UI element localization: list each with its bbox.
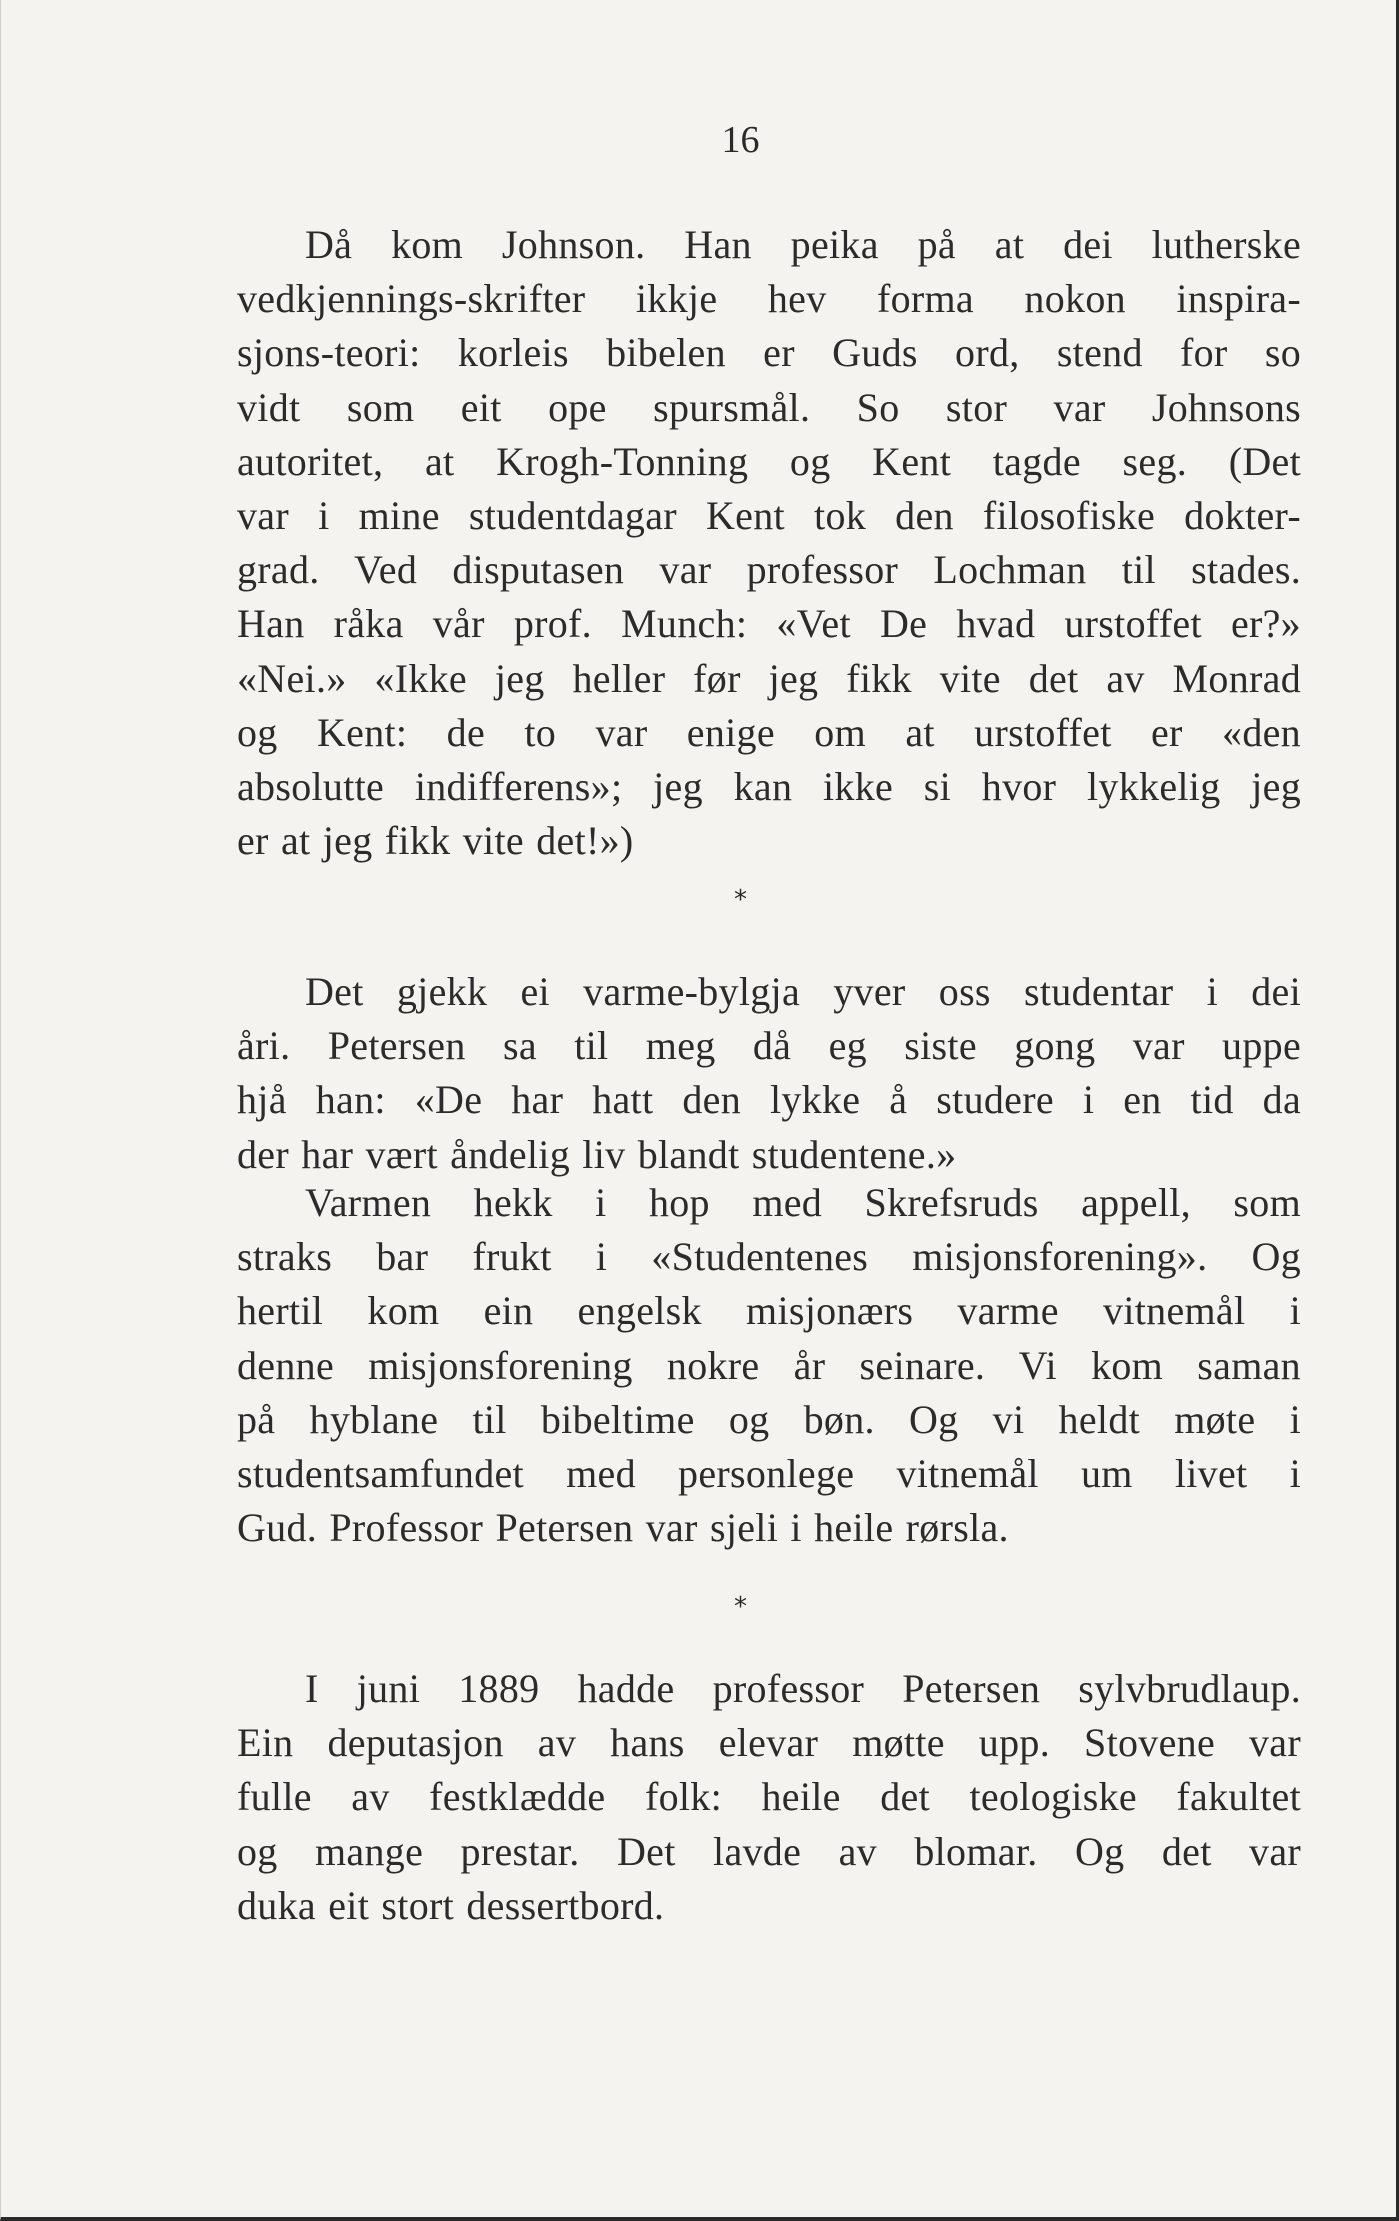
text-line: var i mine studentdagar Kent tok den filosofiske dokter- — [237, 493, 1301, 539]
text-line: hjå han: «De har hatt den lykke å studere i en tid da — [237, 1077, 1301, 1123]
text-line: Det gjekk ei varme-bylgja yver oss studentar i dei — [305, 969, 1301, 1014]
paragraph-johnson — [237, 218, 1301, 868]
text-line: hertil kom ein engelsk misjonærs varme vitnemål i — [237, 1288, 1301, 1334]
text-line: på hyblane til bibeltime og bøn. Og vi heldt møte i — [237, 1396, 1301, 1442]
text-line: åri. Petersen sa til meg då eg siste gong var uppe — [237, 1023, 1301, 1069]
paragraph-varmen — [237, 1176, 1301, 1555]
text-line: Ein deputasjon av hans elevar møtte upp. Stovene var — [237, 1720, 1301, 1766]
text-line: sjons-teori: korleis bibelen er Guds ord, stend for so — [237, 330, 1301, 376]
text-line: Han råka vår prof. Munch: «Vet De hvad urstoffet er?» — [237, 601, 1301, 647]
section-separator-asterisk: * — [734, 1592, 747, 1622]
text-line: der har vært åndelig liv blandt studentene.» — [237, 1131, 957, 1177]
page-number: 16 — [721, 119, 760, 161]
section-separator-asterisk: * — [734, 885, 747, 915]
text-line: Gud. Professor Petersen var sjeli i heile rørsla. — [237, 1505, 1009, 1551]
text-line: I juni 1889 hadde professor Petersen sylvbrudlaup. — [305, 1666, 1301, 1711]
text-line: grad. Ved disputasen var professor Lochman til stades. — [237, 547, 1301, 593]
text-line: denne misjonsforening nokre år seinare. Vi kom saman — [237, 1342, 1301, 1388]
text-line: studentsamfundet med personlege vitnemål um livet i — [237, 1451, 1301, 1497]
text-line: vedkjennings-skrifter ikkje hev forma nokon inspira- — [237, 276, 1301, 322]
text-line: duka eit stort dessertbord. — [237, 1882, 665, 1928]
text-line: Då kom Johnson. Han peika på at dei lutherske — [305, 222, 1301, 267]
text-line: er at jeg fikk vite det!») — [237, 818, 634, 864]
paragraph-varme-bylgja — [237, 965, 1301, 1182]
text-line: autoritet, at Krogh-Tonning og Kent tagde seg. (Det — [237, 438, 1301, 484]
text-line: absolutte indifferens»; jeg kan ikke si hvor lykkelig jeg — [237, 764, 1301, 810]
text-line: og mange prestar. Det lavde av blomar. Og det var — [237, 1828, 1301, 1874]
text-line: fulle av festklædde folk: heile det teologiske fakultet — [237, 1774, 1301, 1820]
paragraph-sylvbrudlaup — [237, 1662, 1301, 1933]
text-line: Varmen hekk i hop med Skrefsruds appell, som — [305, 1180, 1301, 1225]
text-line: straks bar frukt i «Studentenes misjonsforening». Og — [237, 1234, 1301, 1280]
text-line: «Nei.» «Ikke jeg heller før jeg fikk vite det av Monrad — [237, 655, 1301, 701]
text-line: vidt som eit ope spursmål. So stor var Johnsons — [237, 384, 1301, 430]
text-line: og Kent: de to var enige om at urstoffet er «den — [237, 709, 1301, 755]
